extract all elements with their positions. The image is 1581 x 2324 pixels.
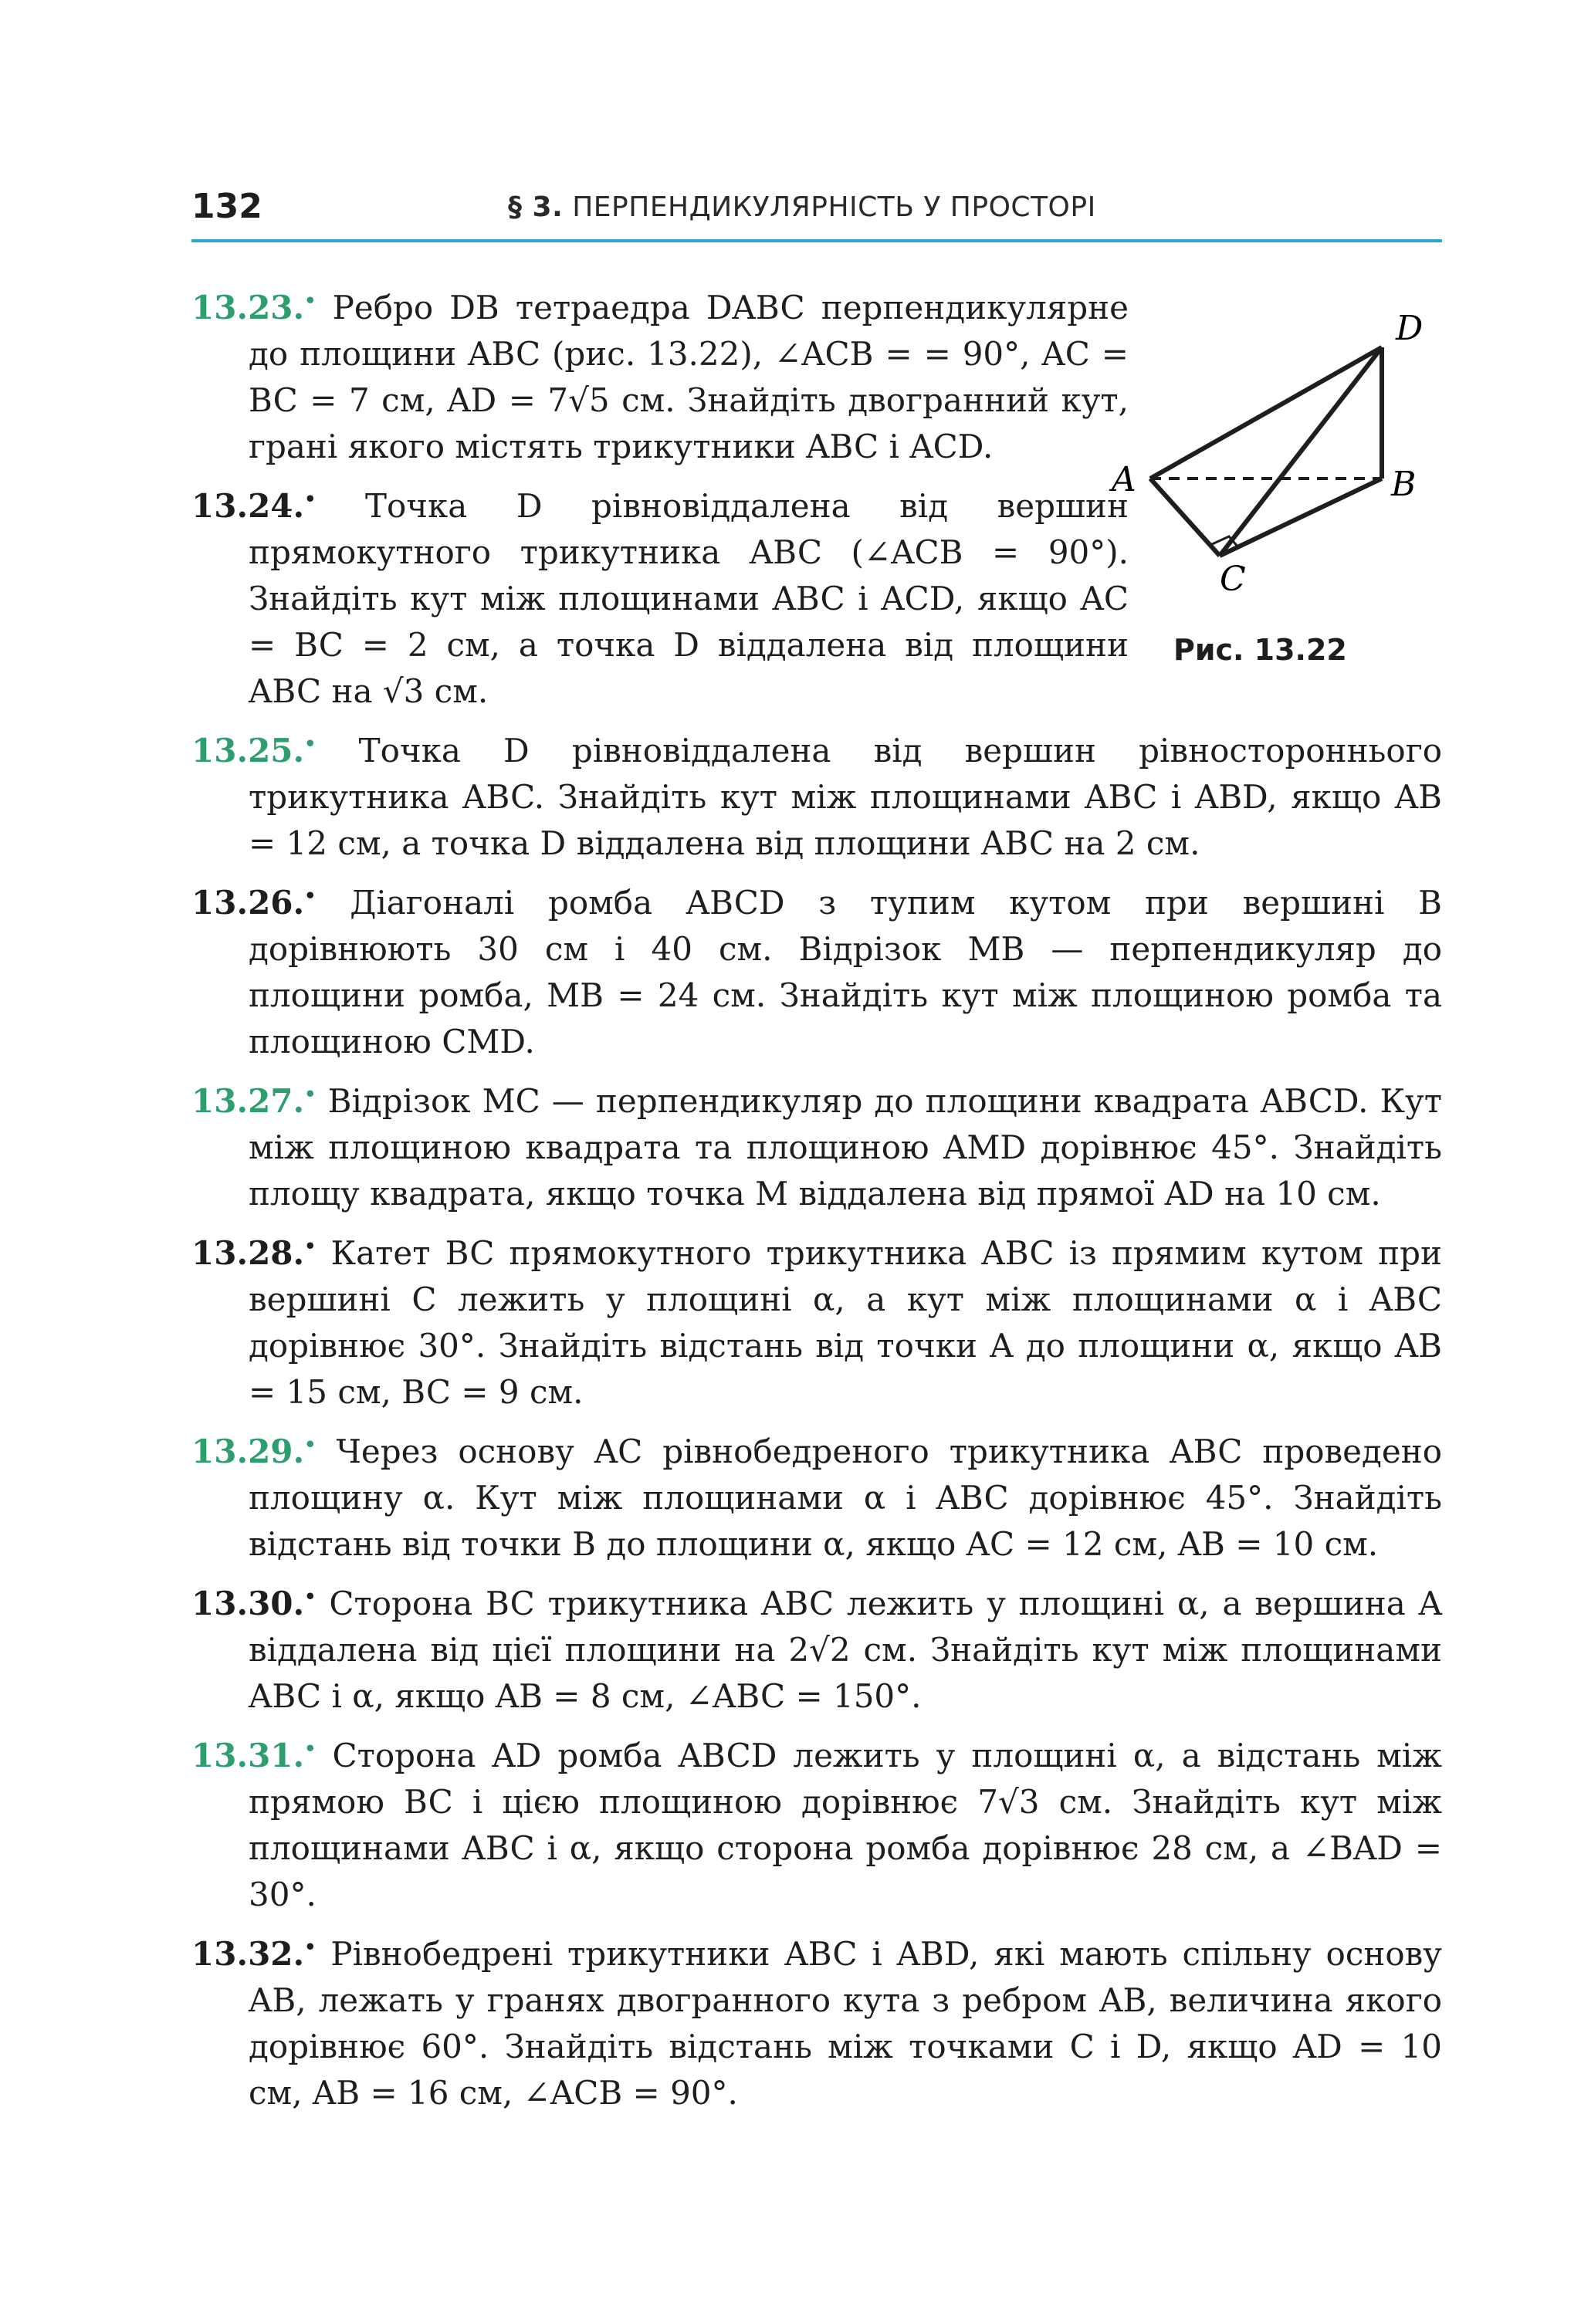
section-label: § 3. <box>508 191 564 223</box>
problem-13-29 <box>191 1422 1442 1568</box>
problem-13-28 <box>191 1223 1442 1416</box>
problem-13-31 <box>191 1726 1442 1918</box>
problem-number: 13.23.• <box>191 289 317 326</box>
section-title <box>508 191 1096 223</box>
problem-number: 13.31.• <box>191 1737 317 1774</box>
problem-number: 13.24.• <box>191 487 317 525</box>
problem-13-23 <box>191 278 1129 470</box>
problem-text: Сторона BC трикутника ABC лежить у площині α, а вершина A віддалена від цієї площини на 2√2 см. Знайдіть кут між площинами ABC і α, якщо AB = 8 см, ∠ABC = 150°. <box>249 1585 1442 1715</box>
problem-text: Сторона AD ромба ABCD лежить у площині α, а відстань між прямою BC і цією площиною дорівнює 7√3 см. Знайдіть кут між площинами ABC і α, якщо сторона ромба дорівнює 28 см, а ∠BAD = 30°. <box>249 1737 1442 1913</box>
problem-text: Відрізок MC — перпендикуляр до площини квадрата ABCD. Кут між площиною квадрата та площиною AMD дорівнює 45°. Знайдіть площу квадрата, якщо точка M віддалена від прямої AD на 10 см. <box>249 1082 1442 1213</box>
problem-number: 13.32.• <box>191 1935 317 1973</box>
problem-number: 13.26.• <box>191 884 317 922</box>
problem-13-25 <box>191 721 1442 867</box>
problem-list <box>191 278 1442 2123</box>
label-a: A <box>1112 460 1136 499</box>
problem-text: Діагоналі ромба ABCD з тупим кутом при вершині B дорівнюють 30 см і 40 см. Відрізок MB — перпендикуляр до площини ромба, MB = 24 см. Знайдіть кут між площиною ромба та площиною CMD. <box>249 884 1442 1061</box>
problem-13-26 <box>191 873 1442 1065</box>
label-d: D <box>1396 309 1424 348</box>
problem-13-24 <box>191 476 1129 715</box>
page-number: 132 <box>191 187 262 226</box>
problem-text: Через основу AC рівнобедреного трикутника ABC проведено площину α. Кут між площинами α і ABC дорівнює 45°. Знайдіть відстань від точки B до площини α, якщо AC = 12 см, AB = 10 см. <box>249 1433 1442 1563</box>
page-header <box>191 182 1442 232</box>
label-c: C <box>1220 560 1246 599</box>
label-b: B <box>1391 465 1417 504</box>
problem-number: 13.25.• <box>191 732 317 770</box>
problem-number: 13.28.• <box>191 1234 317 1272</box>
problem-text: Точка D рівновіддалена від вершин рівностороннього трикутника ABC. Знайдіть кут між площинами ABC і ABD, якщо AB = 12 см, а точка D віддалена від площини ABC на 2 см. <box>249 732 1443 862</box>
problem-number: 13.29.• <box>191 1433 317 1470</box>
problem-text: Ребро DB тетраедра DABC перпендикулярне до площини ABC (рис. 13.22), ∠ACB = = 90°, AC = BC = 7 см, AD = 7√5 см. Знайдіть двогранний кут, грані якого містять трикутники ABC і ACD. <box>249 289 1129 465</box>
problem-text: Точка D рівновіддалена від вершин прямокутного трикутника ABC (∠ACB = 90°). Знайдіть кут між площинами ABC і ACD, якщо AC = BC = 2 см, а точка D віддалена від площини ABC на √3 см. <box>249 487 1129 710</box>
section-title-text: ПЕРПЕНДИКУЛЯРНІСТЬ У ПРОСТОРІ <box>572 191 1096 223</box>
header-rule <box>191 239 1442 242</box>
problem-number: 13.30.• <box>191 1585 317 1622</box>
problem-text: Катет BC прямокутного трикутника ABC із прямим кутом при вершині C лежить у площині α, а кут між площинами α і ABC дорівнює 30°. Знайдіть відстань від точки A до площини α, якщо AB = 15 см, BC = 9 см. <box>249 1234 1442 1411</box>
problem-13-32 <box>191 1924 1442 2116</box>
figure-caption: Рис. 13.22 <box>1173 633 1347 667</box>
problem-13-30 <box>191 1574 1442 1720</box>
problem-text: Рівнобедрені трикутники ABC і ABD, які мають спільну основу AB, лежать у гранях двогранного кута з ребром AB, величина якого дорівнює 60°. Знайдіть відстань між точками C і D, якщо AD = 10 см, AB = 16 см, ∠ACB = 90°. <box>249 1935 1442 2112</box>
problem-number: 13.27.• <box>191 1082 317 1120</box>
problem-13-27 <box>191 1071 1442 1217</box>
